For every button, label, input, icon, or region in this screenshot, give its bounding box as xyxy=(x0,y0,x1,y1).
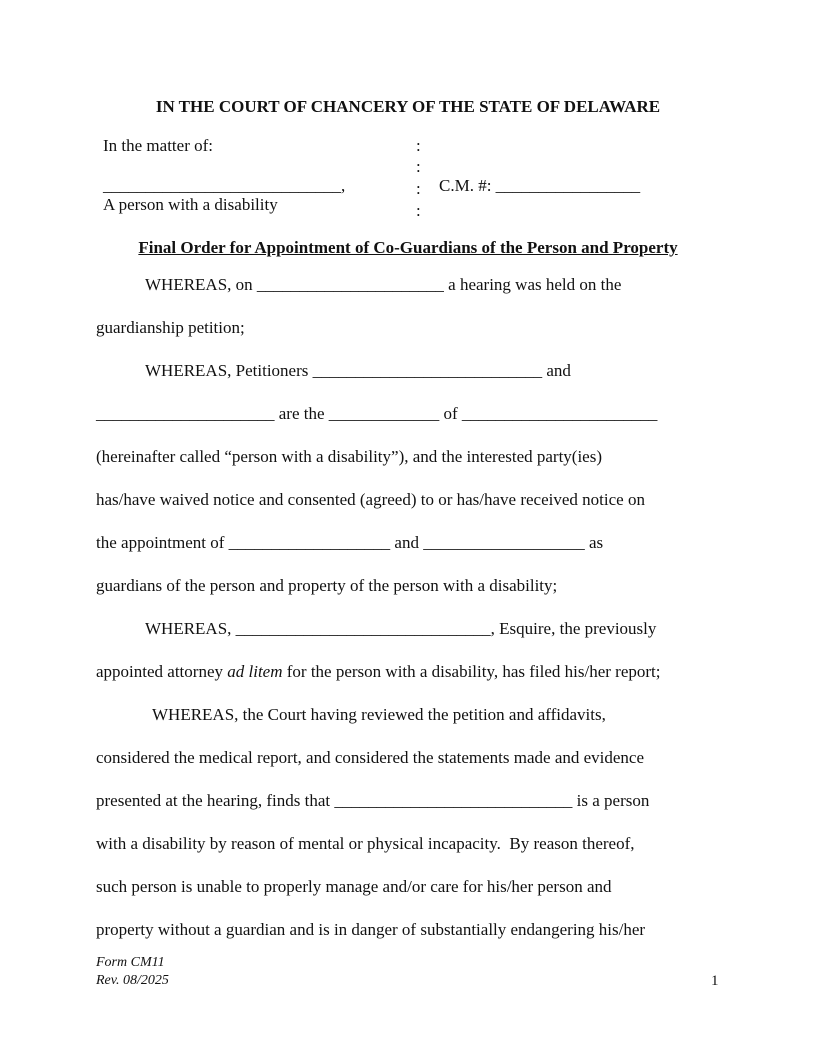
body-line: WHEREAS, ______________________________, Esquire, the previously xyxy=(145,619,657,638)
body-line: with a disability by reason of mental or physical incapacity. By reason thereof, xyxy=(96,834,635,853)
body-line: WHEREAS, on ______________________ a hearing was held on the xyxy=(145,275,622,294)
body-line: such person is unable to properly manage and/or care for his/her person and xyxy=(96,877,612,896)
revision-date: Rev. 08/2025 xyxy=(96,973,169,988)
cm-number-field: C.M. #: _________________ xyxy=(439,176,641,195)
body-line: considered the medical report, and considered the statements made and evidence xyxy=(96,748,645,767)
caption-colon: : xyxy=(416,157,421,176)
body-text: appointed attorney xyxy=(96,662,228,681)
matter-label: In the matter of: xyxy=(103,136,213,155)
court-title: IN THE COURT OF CHANCERY OF THE STATE OF DELAWARE xyxy=(155,97,661,116)
body-line: guardians of the person and property of the person with a disability; xyxy=(96,576,558,595)
body-line xyxy=(96,662,661,682)
body-line: has/have waived notice and consented (agreed) to or has/have received notice on xyxy=(96,490,645,509)
order-title: Final Order for Appointment of Co-Guardians of the Person and Property xyxy=(138,238,678,257)
person-with-disability-label: A person with a disability xyxy=(103,195,278,214)
ad-litem-italic: ad litem xyxy=(227,662,283,681)
body-line: presented at the hearing, finds that ____________________________ is a person xyxy=(96,791,650,810)
caption-colon: : xyxy=(416,179,421,198)
body-line: WHEREAS, the Court having reviewed the petition and affidavits, xyxy=(152,705,606,724)
body-line: WHEREAS, Petitioners ___________________________ and xyxy=(145,361,571,380)
body-line: guardianship petition; xyxy=(96,318,245,337)
matter-name-blank: ____________________________, xyxy=(103,176,346,195)
form-number: Form CM11 xyxy=(96,955,165,970)
body-line: _____________________ are the _____________ of _______________________ xyxy=(96,404,658,423)
body-line: (hereinafter called “person with a disability”), and the interested party(ies) xyxy=(96,447,603,466)
body-text: for the person with a disability, has filed his/her report; xyxy=(282,662,661,681)
body-line: the appointment of ___________________ and ___________________ as xyxy=(96,533,604,552)
page-number: 1 xyxy=(711,973,719,989)
caption-colon: : xyxy=(416,201,421,220)
body-line: property without a guardian and is in danger of substantially endangering his/her xyxy=(96,920,646,939)
caption-colon: : xyxy=(416,136,421,155)
